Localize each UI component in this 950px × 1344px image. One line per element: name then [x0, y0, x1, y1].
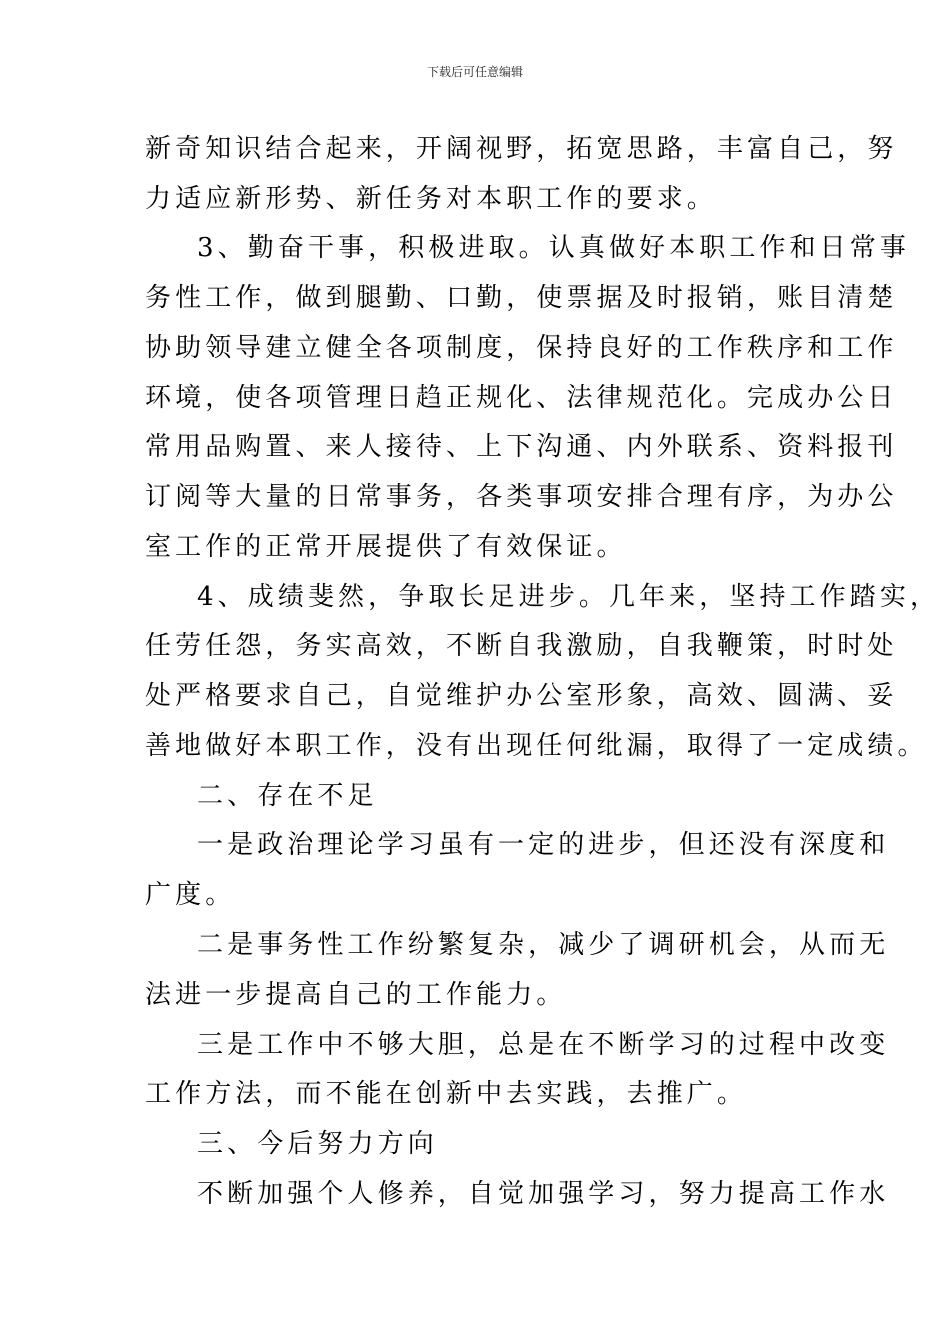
- text-line: 3、勤奋干事，积极进取。认真做好本职工作和日常事: [197, 233, 910, 263]
- section-heading: 三、今后努力方向: [197, 1129, 438, 1159]
- text-line: 力适应新形势、新任务对本职工作的要求。: [145, 184, 717, 214]
- text-line: 广度。: [145, 880, 236, 910]
- page-header: 下载后可任意编辑: [426, 65, 523, 79]
- text-line: 一是政治理论学习虽有一定的进步，但还没有深度和: [197, 830, 890, 860]
- text-line: 处严格要求自己，自觉维护办公室形象，高效、圆满、妥: [145, 681, 898, 711]
- text-line: 室工作的正常开展提供了有效保证。: [145, 532, 627, 562]
- text-line: 三是工作中不够大胆，总是在不断学习的过程中改变: [197, 1030, 890, 1060]
- text-line: 新奇知识结合起来，开阔视野，拓宽思路，丰富自己，努: [145, 134, 898, 164]
- text-line: 二是事务性工作纷繁复杂，减少了调研机会，从而无: [197, 930, 890, 960]
- text-line: 环境，使各项管理日趋正规化、法律规范化。完成办公日: [145, 383, 898, 413]
- section-heading: 二、存在不足: [197, 781, 378, 811]
- text-line: 善地做好本职工作，没有出现任何纰漏，取得了一定成绩。: [145, 731, 928, 761]
- text-line: 法进一步提高自己的工作能力。: [145, 980, 567, 1010]
- text-line: 工作方法，而不能在创新中去实践，去推广。: [145, 1079, 748, 1109]
- text-line: 协助领导建立健全各项制度，保持良好的工作秩序和工作: [145, 333, 898, 363]
- text-line: 任劳任怨，务实高效，不断自我激励，自我鞭策，时时处: [145, 631, 898, 661]
- text-line: 4、成绩斐然，争取长足进步。几年来，坚持工作踏实，: [197, 582, 941, 612]
- text-line: 常用品购置、来人接待、上下沟通、内外联系、资料报刊: [145, 432, 898, 462]
- text-line: 务性工作，做到腿勤、口勤，使票据及时报销，账目清楚: [145, 283, 898, 313]
- text-line: 订阅等大量的日常事务，各类事项安排合理有序，为办公: [145, 482, 898, 512]
- text-line: 不断加强个人修养，自觉加强学习，努力提高工作水: [197, 1179, 890, 1209]
